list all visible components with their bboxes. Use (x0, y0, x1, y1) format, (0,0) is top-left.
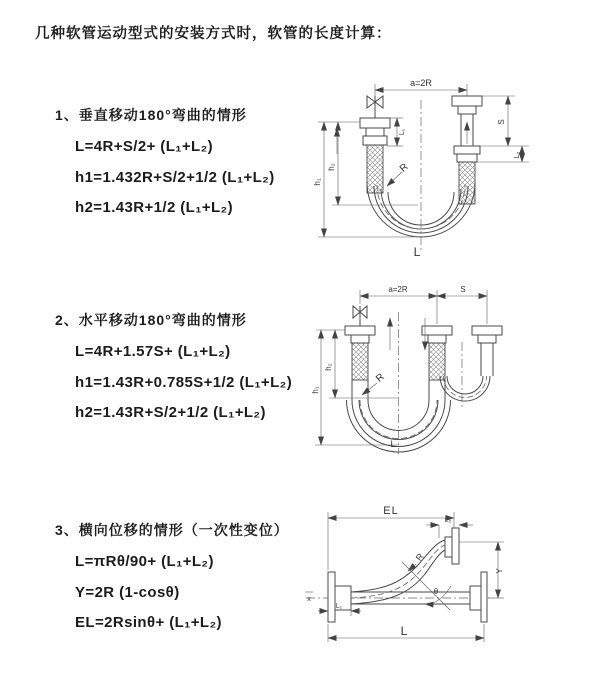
formula-h1: h1=1.432R+S/2+1/2 (L₁+L₂) (75, 168, 275, 186)
dim-label-y: Y (495, 568, 504, 574)
right-flange (470, 572, 487, 622)
dim-label-l2: L₂ (514, 151, 521, 159)
formula-el: EL=2Rsinθ+ (L₁+L₂) (75, 614, 222, 631)
dim-label-l: L (400, 624, 408, 638)
dim-label-theta: θ (433, 587, 439, 596)
middle-pipe-fitting (422, 326, 452, 380)
dim-label-h2: h₂ (324, 363, 333, 371)
section-3-formulas (75, 547, 289, 639)
dimension-s (437, 285, 487, 296)
section-2 (55, 310, 292, 429)
formula-h2: h2=1.43R+1/2 (L₁+L₂) (75, 199, 234, 216)
dim-label-a2r: a=2R (410, 78, 432, 88)
formula-y: Y=2R (1-cosθ) (75, 583, 180, 601)
movement-arrows (390, 318, 425, 350)
braided-hose-section (352, 343, 368, 380)
upper-flange (445, 528, 459, 564)
valve-icon (367, 96, 383, 118)
dim-label-h1: h₁ (313, 178, 322, 186)
dimension-a2r (360, 285, 487, 324)
left-flange (328, 572, 351, 622)
dim-label-l2: L₂ (444, 517, 452, 524)
formula-l: L=4R+S/2+ (L₁+L₂) (75, 138, 214, 155)
right-pipe-fitting (452, 96, 482, 204)
dim-label-s: S (460, 285, 466, 294)
section-1-formulas (75, 132, 275, 224)
dim-label-l1: L₁ (335, 603, 343, 610)
diagram-horizontal-180-bend (306, 282, 588, 462)
left-pipe-fitting (360, 118, 390, 193)
dim-label-h2: h₂ (327, 163, 336, 171)
section-2-heading: 2、水平移动180°弯曲的情形 (55, 312, 247, 328)
dim-label-r: R (397, 161, 411, 175)
dim-label-l1: L₁ (399, 128, 406, 136)
dimension-l2 (477, 146, 529, 162)
section-1-heading: 1、垂直移动180°弯曲的情形 (55, 107, 247, 123)
dim-label-el: EL (383, 505, 399, 517)
formula-l: L=πRθ/90+ (L₁+L₂) (75, 553, 214, 570)
braided-hose-section (367, 145, 383, 193)
dimension-s (480, 96, 529, 146)
section-1 (55, 105, 275, 224)
braided-hose-section (429, 343, 445, 380)
diagram-vertical-180-bend (310, 70, 582, 262)
angle-theta (402, 562, 451, 610)
radius-callout (408, 551, 426, 571)
dim-label-r: R (413, 551, 426, 563)
dim-label-s: S (497, 119, 506, 125)
section-3 (55, 520, 289, 639)
left-pipe-fitting (345, 326, 375, 380)
dimension-a2r (375, 78, 467, 96)
dim-label-a2r: a=2R (388, 285, 408, 294)
valve-icon (353, 306, 367, 326)
formula-l: L=4R+1.57S+ (L₁+L₂) (75, 343, 231, 360)
section-3-heading: 3、横向位移的情形（一次性变位） (55, 522, 289, 538)
formula-h1: h1=1.43R+0.785S+1/2 (L₁+L₂) (75, 373, 293, 391)
right-pipe-fitting (472, 326, 502, 376)
dimension-l1 (318, 603, 361, 616)
s-curve-hose (351, 540, 445, 604)
dim-label-l-bottom: L (390, 439, 396, 449)
diagram-lateral-displacement (298, 498, 598, 656)
page-title: 几种软管运动型式的安装方式时，软管的长度计算： (35, 26, 392, 42)
dim-label-h1: h₁ (311, 386, 320, 394)
right-u-bend-hose (440, 376, 490, 401)
section-2-formulas (75, 337, 292, 429)
dim-label-l-bottom: L (413, 245, 421, 259)
formula-h2: h2=1.43R+S/2+1/2 (L₁+L₂) (75, 404, 266, 421)
movement-arrows (337, 122, 467, 154)
dimension-l2 (426, 517, 473, 538)
dim-label-r: R (374, 371, 387, 385)
radius-callout (387, 162, 411, 186)
centerline-mark: x (307, 596, 311, 603)
dimension-l (328, 624, 484, 642)
